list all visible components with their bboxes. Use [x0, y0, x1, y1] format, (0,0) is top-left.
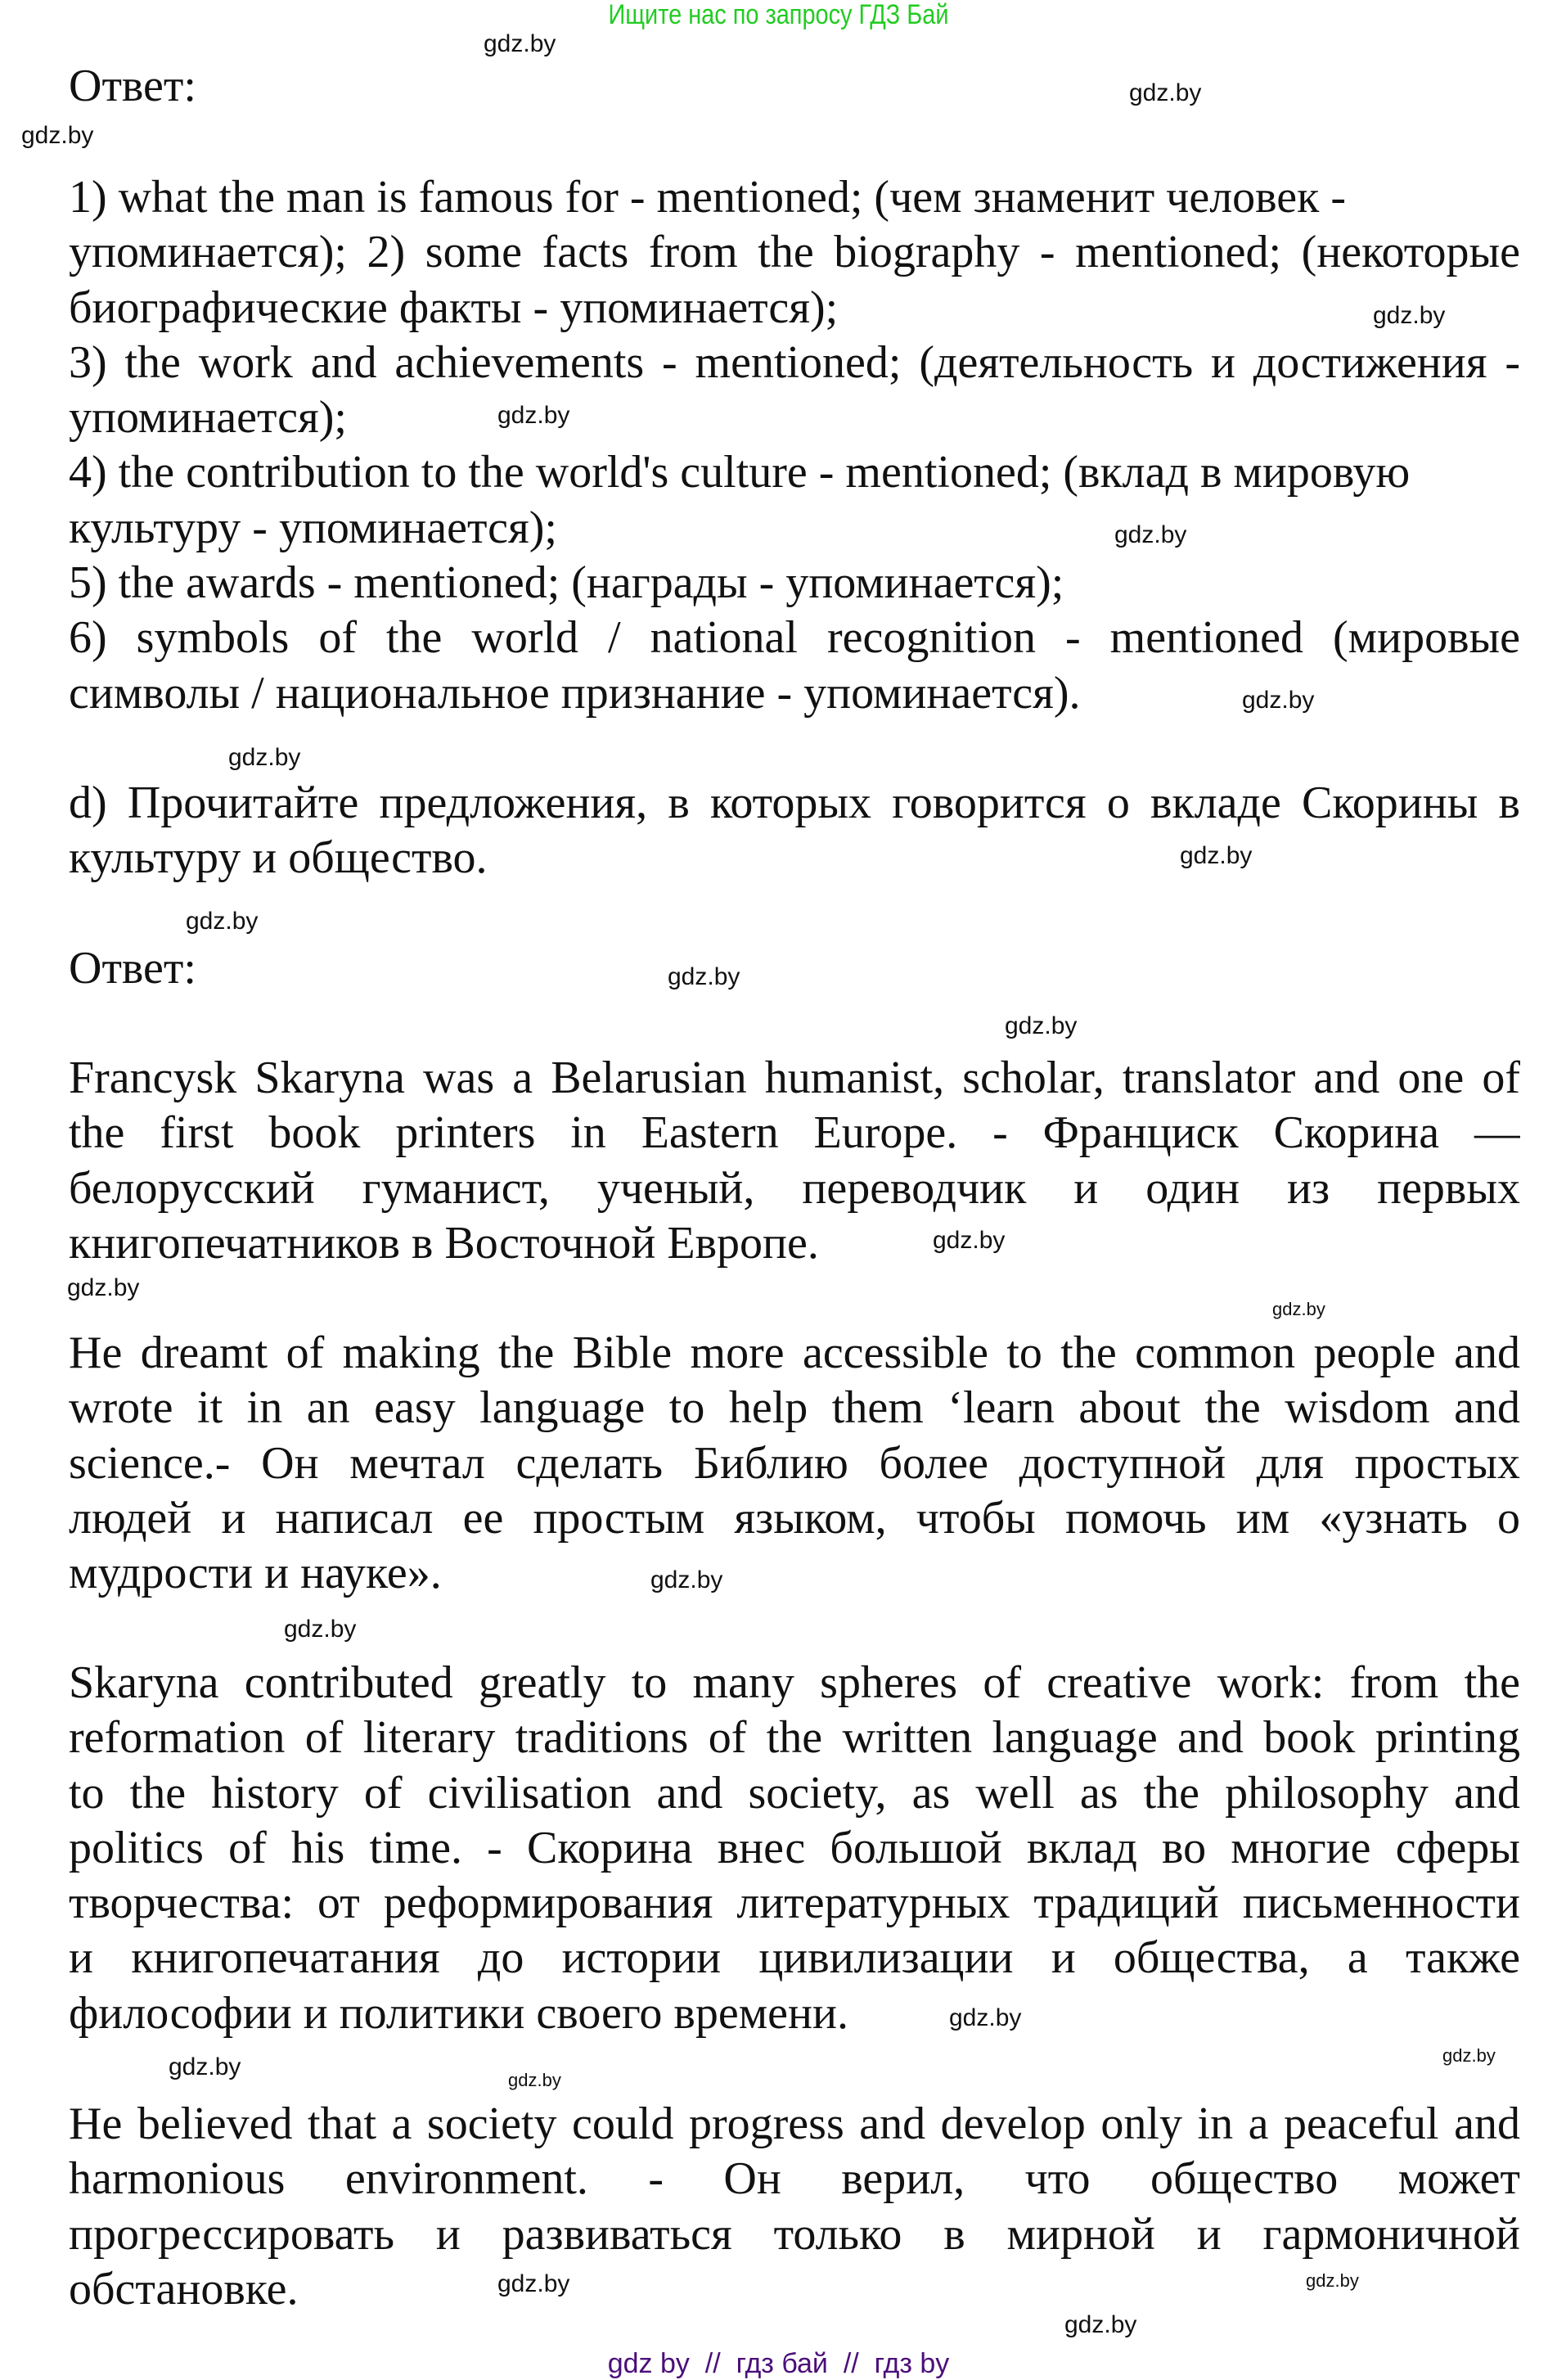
paragraph-line: He dreamt of making the Bible more accessible to the common people and	[69, 1327, 1520, 1378]
paragraph-line: книгопечатников в Восточной Европе.	[69, 1217, 819, 1269]
watermark: gdz.by	[1129, 79, 1202, 106]
answer-label	[69, 59, 1520, 114]
watermark: gdz.by	[228, 744, 301, 771]
paragraph-line: to the history of civilisation and society, as well as the philosophy and	[69, 1767, 1520, 1819]
paragraph-line: белорусский гуманист, ученый, переводчик и один из первых	[69, 1162, 1520, 1214]
paragraph-line: Francysk Skaryna was a Belarusian humanist, scholar, translator and one of	[69, 1053, 1520, 1103]
paragraph	[69, 2097, 1520, 2317]
answer-label-text: Ответ:	[69, 61, 196, 111]
paragraph-line: и книгопечатания до истории цивилизации и общества, а также	[69, 1932, 1520, 1984]
paragraph-line: politics of his time. - Скорина внес большой вклад во многие сферы	[69, 1822, 1520, 1873]
watermark: gdz.by	[1180, 842, 1253, 869]
list-line: упоминается); 2) some facts from the biography - mentioned; (некоторые	[69, 227, 1520, 278]
paragraph-line: прогрессировать и развиваться только в мирной и гармоничной	[69, 2208, 1520, 2260]
list-line: 6) symbols of the world / national recognition - mentioned (мировые	[69, 612, 1520, 664]
watermark: gdz.by	[949, 2004, 1022, 2031]
paragraph	[69, 1051, 1520, 1271]
watermark: gdz.by	[497, 2270, 570, 2297]
watermark: gdz.by	[668, 963, 740, 990]
watermark: gdz.by	[1272, 1299, 1325, 1319]
watermark: gdz.by	[67, 1274, 140, 1301]
watermark: gdz.by	[186, 908, 259, 935]
watermark: gdz.by	[1306, 2270, 1359, 2291]
watermark: gdz.by	[650, 1566, 723, 1593]
paragraph-line: science.- Он мечтал сделать Библию более доступной для простых	[69, 1437, 1520, 1489]
paragraph	[69, 1326, 1520, 1601]
paragraph-line: harmonious environment. - Он верил, что общество может	[69, 2153, 1520, 2205]
list-line: биографические факты - упоминается);	[69, 282, 839, 333]
watermark: gdz.by	[508, 2070, 561, 2090]
search-hint-banner[interactable]: Ищите нас по запросу ГДЗ Бай	[608, 0, 949, 30]
watermark: gdz.by	[21, 122, 94, 149]
task-line: d) Прочитайте предложения, в которых говорится о вкладе Скорины в	[69, 778, 1520, 828]
watermark: gdz.by	[169, 2053, 241, 2080]
watermark: gdz.by	[1442, 2045, 1496, 2066]
list-line: 5) the awards - mentioned; (награды - упоминается);	[69, 557, 1064, 609]
answer-label	[69, 941, 1520, 996]
watermark: gdz.by	[497, 402, 570, 429]
footer-links[interactable]: gdz by // гдз бай // гдз by	[607, 2348, 950, 2379]
list-line: упоминается);	[69, 392, 347, 444]
paragraph-line: the first book printers in Eastern Europe. - Франциск Скорина —	[69, 1107, 1520, 1159]
answer-list	[69, 170, 1520, 721]
task-line: культуру и общество.	[69, 832, 488, 884]
task-d	[69, 776, 1520, 886]
paragraph	[69, 1656, 1520, 2041]
list-line: культуру - упоминается);	[69, 502, 557, 553]
paragraph-line: reformation of literary traditions of the written language and book printing	[69, 1712, 1520, 1764]
paragraph-line: людей и написал ее простым языком, чтобы помочь им «узнать о	[69, 1492, 1520, 1544]
watermark: gdz.by	[1064, 2311, 1137, 2338]
watermark: gdz.by	[933, 1227, 1006, 1254]
paragraph-line: творчества: от реформирования литературных традиций письменности	[69, 1877, 1520, 1929]
watermark: gdz.by	[484, 30, 556, 57]
paragraph-line: He believed that a society could progress and develop only in a peaceful and	[69, 2098, 1520, 2149]
paragraph-line: wrote it in an easy language to help them ‘learn about the wisdom and	[69, 1382, 1520, 1434]
list-line: 1) what the man is famous for - mentioned; (чем знаменит человек -	[69, 172, 1346, 223]
list-line: 4) the contribution to the world's culture - mentioned; (вклад в мировую	[69, 447, 1411, 498]
watermark: gdz.by	[1242, 687, 1315, 714]
watermark: gdz.by	[1373, 302, 1446, 329]
paragraph-line: философии и политики своего времени.	[69, 1987, 848, 2039]
paragraph-line: обстановке.	[69, 2263, 299, 2315]
watermark: gdz.by	[284, 1616, 357, 1643]
list-line: символы / национальное признание - упоминается).	[69, 667, 1081, 719]
paragraph-line: Skaryna contributed greatly to many spheres of creative work: from the	[69, 1657, 1520, 1708]
paragraph-line: мудрости и науке».	[69, 1548, 442, 1599]
answer-label-text: Ответ:	[69, 943, 196, 994]
watermark: gdz.by	[1114, 521, 1187, 548]
watermark: gdz.by	[1005, 1012, 1078, 1039]
list-line: 3) the work and achievements - mentioned; (деятельность и достижения -	[69, 336, 1520, 388]
